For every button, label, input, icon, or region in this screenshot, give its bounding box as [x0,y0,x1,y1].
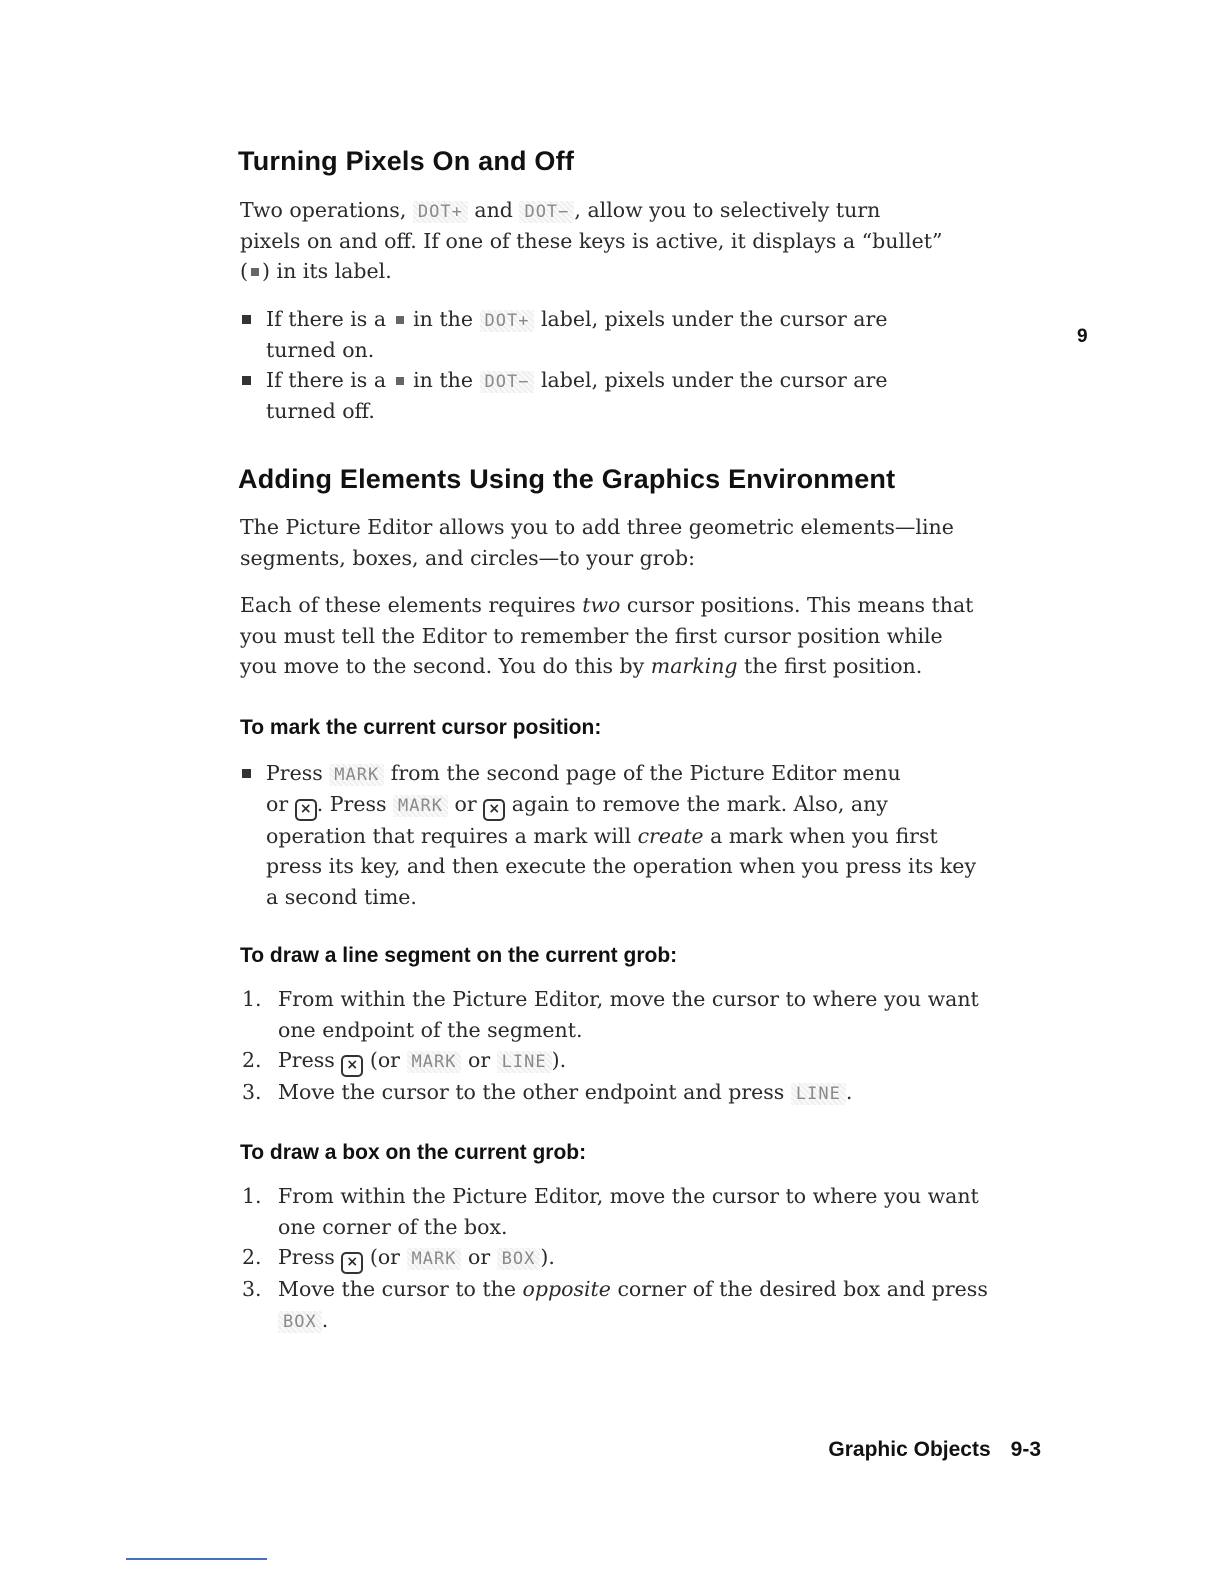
mark-key[interactable]: MARK [329,764,384,786]
text: Press [266,761,323,785]
bullet-glyph-icon [251,268,259,276]
text: again to remove the mark. Also, any [511,791,888,816]
text: Move the cursor to the [278,1277,516,1301]
line-steps [242,984,1042,1108]
bullet-glyph-icon [396,377,404,385]
step-number: 1. [242,1184,262,1208]
text: segments, boxes, and circles—to your grob: [240,545,695,570]
box-key[interactable]: BOX [278,1311,322,1333]
text: Each of these elements requires [240,593,576,617]
subheading-mark: To mark the current cursor position: [240,716,602,739]
line-key[interactable]: LINE [791,1083,846,1105]
list-item [242,1181,1042,1242]
mark-key[interactable]: MARK [407,1051,462,1073]
list-item [240,304,1040,365]
list-item [242,1274,1042,1335]
step-number: 1. [242,987,262,1011]
text: in the [413,368,473,392]
emphasis: marking [650,654,738,678]
text: operation that requires a mark will [266,823,632,848]
text: If there is a [266,307,387,331]
chapter-tab: 9 [1077,326,1088,347]
text: cursor positions. This means that [626,593,974,617]
dot-plus-key[interactable]: DOT+ [480,310,535,332]
text: from the second page of the Picture Editor menu [390,761,901,785]
step-number: 3. [242,1277,262,1301]
text: ). [551,1048,567,1072]
text: one corner of the box. [278,1214,508,1239]
mark-list [240,758,1040,912]
dot-minus-key[interactable]: DOT− [480,371,535,393]
text: you must tell the Editor to remember the first cursor position while [240,623,943,648]
section-heading-pixels: Turning Pixels On and Off [238,146,575,176]
text: ( [240,259,248,283]
line-key[interactable]: LINE [497,1051,552,1073]
bullet-icon [242,315,251,324]
text: corner of the desired box and press [617,1277,988,1301]
dot-minus-key[interactable]: DOT− [519,201,574,223]
text: , allow you to selectively turn [574,198,881,222]
multiply-key-icon[interactable]: × [341,1055,363,1077]
section-heading-adding-elements: Adding Elements Using the Graphics Environment [238,464,896,494]
text: turned off. [266,398,375,423]
text: pixels on and off. If one of these keys is active, it displays a “bullet” [240,228,943,253]
emphasis: opposite [522,1277,611,1301]
text: (or [369,1245,400,1269]
text: label, pixels under the cursor are [540,368,888,392]
multiply-key-icon[interactable]: × [483,799,505,821]
text: or [454,791,477,816]
text: or [467,1245,491,1269]
pixels-intro-paragraph [240,195,1030,287]
multiply-key-icon[interactable]: × [295,799,317,821]
bullet-glyph-icon [396,316,404,324]
text: in the [413,307,473,331]
text: and [474,198,513,222]
text: If there is a [266,368,387,392]
mark-key[interactable]: MARK [393,795,448,817]
box-steps [242,1181,1042,1335]
elements-paragraph-1 [240,512,1030,573]
text: Press [278,1245,335,1269]
footer-title: Graphic Objects [828,1438,991,1461]
text: or [467,1048,491,1072]
text: a second time. [266,884,417,909]
subheading-box: To draw a box on the current grob: [240,1141,587,1164]
subheading-line-segment: To draw a line segment on the current grob: [240,944,678,967]
elements-paragraph-2 [240,590,1030,682]
text: From within the Picture Editor, move the cursor to where you want [278,987,979,1011]
text: The Picture Editor allows you to add three geometric elements—line [240,515,954,539]
dot-plus-key[interactable]: DOT+ [413,201,468,223]
text: ) in its label. [262,259,392,283]
list-item [240,758,1040,912]
mark-key[interactable]: MARK [407,1248,462,1270]
text: ). [540,1245,555,1269]
text: . [845,1080,853,1104]
text: label, pixels under the cursor are [540,307,888,331]
text: turned on. [266,337,375,362]
text: From within the Picture Editor, move the cursor to where you want [278,1184,979,1208]
text: one endpoint of the segment. [278,1017,583,1042]
text: Press [278,1048,335,1072]
text: a mark when you first [710,823,938,848]
text: Two operations, [240,198,407,222]
pixels-bullet-list [240,304,1040,426]
text: . [321,1307,329,1332]
text: (or [369,1048,400,1072]
text: or [266,791,289,816]
text: you move to the second. You do this by [240,654,645,678]
bottom-rule [126,1558,267,1560]
list-item [240,365,1040,426]
bullet-icon [242,376,251,385]
step-number: 2. [242,1245,262,1269]
text: press its key, and then execute the operation when you press its key [266,854,977,878]
multiply-key-icon[interactable]: × [341,1252,363,1274]
text: the first position. [744,654,923,678]
page-number: 9-3 [1010,1438,1041,1461]
list-item [242,1242,1042,1274]
step-number: 3. [242,1080,262,1104]
list-item [242,1045,1042,1077]
list-item [242,984,1042,1045]
emphasis: create [637,823,704,848]
emphasis: two [582,593,621,617]
text: . Press [316,791,387,816]
box-key[interactable]: BOX [497,1248,541,1270]
bullet-icon [242,769,251,778]
step-number: 2. [242,1048,262,1072]
page-footer [828,1438,1041,1462]
list-item [242,1077,1042,1108]
text: Move the cursor to the other endpoint and press [278,1080,785,1104]
